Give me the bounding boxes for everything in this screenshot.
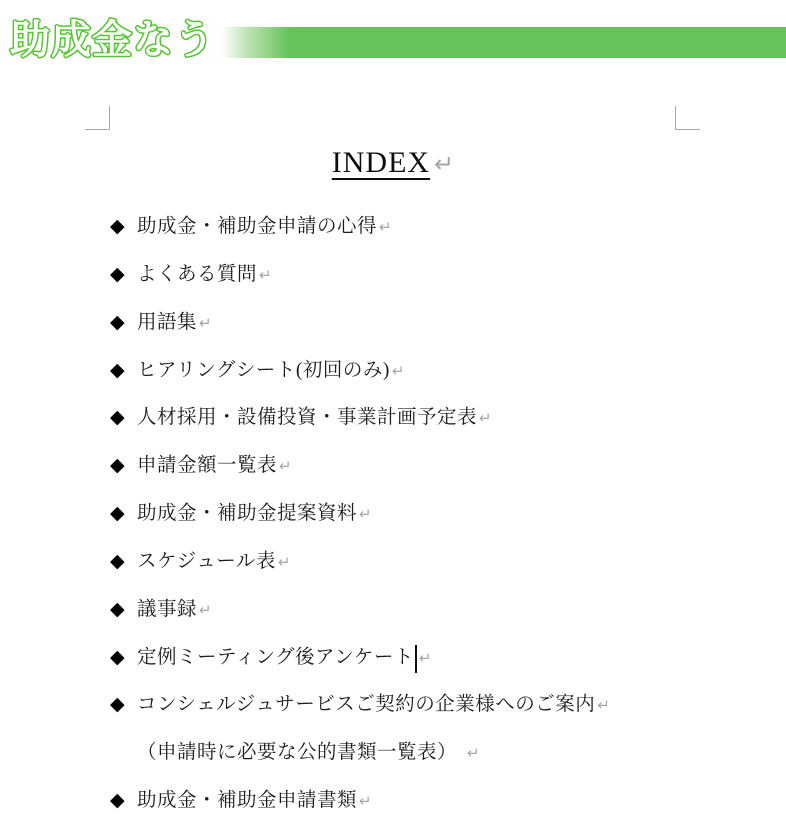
index-title-row (0, 146, 786, 180)
paragraph-mark-icon: ↵ (279, 457, 292, 476)
paragraph-mark-icon: ↵ (379, 218, 392, 236)
text-cursor (415, 645, 417, 673)
paragraph-mark-icon: ↵ (597, 696, 610, 715)
diamond-bullet-icon: ◆ (110, 503, 125, 525)
text-boundary-mark-top-left (85, 106, 110, 130)
diamond-bullet-icon: ◆ (110, 407, 125, 429)
list-item[interactable] (110, 262, 720, 310)
list-item[interactable] (110, 214, 720, 262)
list-item[interactable] (110, 549, 720, 597)
diamond-bullet-icon: ◆ (110, 790, 125, 812)
diamond-bullet-icon: ◆ (110, 694, 125, 716)
paragraph-mark-icon: ↵ (199, 313, 212, 332)
list-item[interactable] (110, 645, 720, 693)
paragraph-mark-icon: ↵ (434, 150, 455, 178)
item-text[interactable]: （申請時に必要な公的書類一覧表） (137, 742, 458, 764)
page-title: INDEX (331, 146, 431, 179)
item-text[interactable]: 用語集 (137, 311, 198, 333)
item-text[interactable]: 定例ミーティング後アンケート (137, 646, 414, 668)
site-logo (6, 12, 221, 71)
paragraph-mark-icon: ↵ (467, 744, 480, 763)
item-text[interactable]: 議事録 (137, 598, 198, 620)
item-text[interactable]: 助成金・補助金申請書類 (137, 790, 358, 812)
list-item[interactable] (110, 453, 720, 501)
text-boundary-mark-top-right (675, 106, 700, 130)
list-item[interactable] (110, 310, 720, 358)
diamond-bullet-icon: ◆ (110, 263, 125, 285)
list-item[interactable] (110, 405, 720, 453)
list-item[interactable] (110, 501, 720, 549)
index-list (110, 214, 720, 836)
item-text[interactable]: ヒアリングシート(初回のみ) (137, 359, 390, 381)
item-text[interactable]: 申請金額一覧表 (137, 455, 278, 477)
list-item[interactable] (110, 597, 720, 645)
paragraph-mark-icon: ↵ (479, 409, 492, 428)
header-gradient-bar (221, 27, 786, 58)
diamond-bullet-icon: ◆ (110, 455, 125, 477)
item-text[interactable]: コンシェルジュサービスご契約の企業様へのご案内 (137, 694, 596, 716)
paragraph-mark-icon: ↵ (359, 505, 372, 524)
paragraph-mark-icon: ↵ (418, 648, 432, 667)
paragraph-mark-icon: ↵ (259, 265, 272, 284)
item-text[interactable]: 助成金・補助金提案資料 (137, 503, 358, 525)
paragraph-mark-icon: ↵ (391, 361, 405, 380)
diamond-bullet-icon: ◆ (110, 216, 125, 237)
list-item[interactable] (110, 788, 720, 836)
item-text[interactable]: よくある質問 (137, 263, 258, 285)
list-item[interactable] (110, 692, 720, 740)
diamond-bullet-icon: ◆ (110, 646, 125, 668)
diamond-bullet-icon: ◆ (110, 550, 125, 572)
diamond-bullet-icon: ◆ (110, 359, 125, 381)
item-text[interactable]: 人材採用・設備投資・事業計画予定表 (137, 407, 478, 429)
paragraph-mark-icon: ↵ (277, 552, 291, 571)
list-item[interactable] (110, 740, 720, 788)
paragraph-mark-icon: ↵ (199, 600, 212, 619)
list-item[interactable] (110, 358, 720, 406)
item-text[interactable]: スケジュール表 (137, 550, 276, 572)
item-text[interactable]: 助成金・補助金申請の心得 (137, 216, 378, 237)
paragraph-mark-icon: ↵ (359, 792, 372, 811)
diamond-bullet-icon: ◆ (110, 598, 125, 620)
diamond-bullet-icon: ◆ (110, 311, 125, 333)
logo-text: 助成金なう (10, 17, 215, 63)
